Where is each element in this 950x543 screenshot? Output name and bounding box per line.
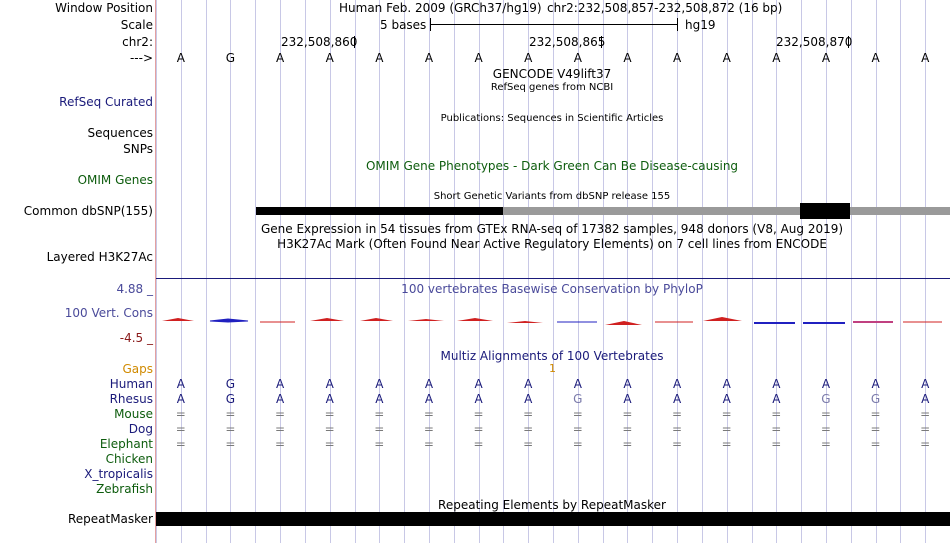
repeatmasker-title: Repeating Elements by RepeatMasker [438,498,666,512]
base-cell: A [672,392,682,406]
base-cell: = [920,422,931,436]
base-cell: A [573,377,582,391]
base-cell: = [721,407,732,421]
base-cell: = [324,422,335,436]
base-cell: = [523,437,534,451]
base-cell: = [622,422,633,436]
base-cell: = [820,407,831,421]
base-cell: = [672,437,683,451]
base-cell: A [375,377,384,391]
refseq-title: RefSeq genes from NCBI [490,82,614,93]
base-cell: = [225,422,236,436]
base-cell: A [275,51,285,65]
ruler-tick-1: 232,508,860 [281,35,358,49]
base-cell: = [870,407,881,421]
base-cell: A [176,377,185,391]
label-zebrafish: Zebrafish [96,482,153,496]
label-dbsnp[interactable]: Common dbSNP(155) [23,204,153,218]
base-cell: = [473,437,484,451]
label-cons-max: 4.88 _ [116,282,153,296]
base-cell: = [275,407,286,421]
base-cell: = [572,422,583,436]
label-xtropicalis: X_tropicalis [84,467,153,481]
gencode-title: GENCODE V49lift37 [492,67,612,81]
label-dog: Dog [128,422,153,436]
scale-db: hg19 [685,18,716,32]
base-cell: A [623,392,632,406]
base-cell: = [870,437,881,451]
conservation-wiggle [162,317,942,325]
label-snps[interactable]: SNPs [123,142,153,156]
base-cell: = [920,437,931,451]
base-cell: = [324,437,335,451]
base-cell: = [721,437,732,451]
base-cell: A [871,377,880,391]
base-cell: A [375,392,384,406]
base-cell: A [375,51,384,65]
base-cell: G [225,392,236,406]
base-cell: = [572,407,583,421]
publications-title: Publications: Sequences in Scientific Articles [440,113,664,124]
h3k27ac-title: H3K27Ac Mark (Often Found Near Active Regulatory Elements) on 7 cell lines from ENCODE [277,237,827,251]
base-cell: A [474,392,483,406]
base-cell: A [623,51,632,65]
base-cell: A [474,377,483,391]
base-cell: G [225,51,236,65]
base-cell: = [324,407,335,421]
position-readout: chr2:232,508,857-232,508,872 (16 bp) [547,1,783,15]
base-cell: = [672,407,683,421]
base-cell: A [424,377,434,391]
base-cell: = [225,437,236,451]
label-cons-min: -4.5 _ [119,331,153,345]
base-cell: = [275,437,286,451]
base-cell: = [820,437,831,451]
label-repeatmasker[interactable]: RepeatMasker [67,512,153,526]
base-cell: A [921,51,930,65]
label-chr: chr2: [122,35,153,49]
base-cell: A [325,51,334,65]
base-cell: = [771,407,782,421]
base-cell: = [374,437,385,451]
base-cell: = [920,407,931,421]
base-cell: A [772,377,781,391]
base-cell: A [275,392,285,406]
label-chicken: Chicken [105,452,153,466]
base-cell: A [672,377,682,391]
label-h3k27ac[interactable]: Layered H3K27Ac [46,250,153,264]
gtex-title: Gene Expression in 54 tissues from GTEx RNA-seq of 17382 samples, 948 donors (V8, Aug 2019) [260,222,844,236]
base-cell: = [275,422,286,436]
ruler-tick-3: 232,508,870 [776,35,853,49]
base-cell: A [325,392,334,406]
base-cell: A [772,51,781,65]
label-mouse: Mouse [114,407,153,421]
base-cell: A [821,51,831,65]
base-cell: A [722,51,731,65]
conservation-title: 100 vertebrates Basewise Conservation by PhyloP [401,282,703,296]
label-cons[interactable]: 100 Vert. Cons [64,306,153,320]
base-cell: A [623,377,632,391]
label-scale: Scale [120,18,153,32]
base-cell: = [771,437,782,451]
base-cell: A [672,51,682,65]
dbsnp-title: Short Genetic Variants from dbSNP release 155 [433,191,671,202]
base-cell: A [921,392,930,406]
base-cell: = [423,437,434,451]
multiz-title: Multiz Alignments of 100 Vertebrates [440,349,664,363]
base-cell: = [572,437,583,451]
base-cell: A [772,392,781,406]
ruler-tick-2: 232,508,865 [529,35,606,49]
base-cell: A [722,392,731,406]
gap-count-marker: 1 [549,362,556,375]
label-rhesus: Rhesus [109,392,153,406]
label-omim[interactable]: OMIM Genes [77,173,153,187]
base-cell: A [176,51,185,65]
base-cell: = [622,437,633,451]
base-cell: = [473,422,484,436]
base-cell: A [871,51,880,65]
base-cell: A [275,377,285,391]
base-cell: = [672,422,683,436]
label-refseq[interactable]: RefSeq Curated [59,95,153,109]
label-gaps[interactable]: Gaps [122,362,153,376]
base-cell: A [573,51,582,65]
base-cell: = [225,407,236,421]
base-cell: = [622,407,633,421]
base-cell: = [820,422,831,436]
base-cell: A [424,51,434,65]
base-cell: = [523,422,534,436]
base-cell: A [524,377,533,391]
base-cell: A [921,377,930,391]
label-elephant: Elephant [99,437,153,451]
base-cell: = [771,422,782,436]
base-cell: = [523,407,534,421]
base-cell: G [821,392,831,406]
base-cell: A [524,392,533,406]
base-cell: = [175,422,186,436]
assembly-title: Human Feb. 2009 (GRCh37/hg19) [339,1,542,15]
base-cell: = [374,407,385,421]
base-cell: = [473,407,484,421]
scale-text: 5 bases [380,18,427,32]
base-cell: A [325,377,334,391]
base-cell: = [175,437,186,451]
label-sequences[interactable]: Sequences [87,126,153,140]
base-cell: = [870,422,881,436]
label-human: Human [109,377,153,391]
scale-bar [430,18,678,31]
base-cell: A [524,51,533,65]
base-cell: = [374,422,385,436]
base-cell: = [175,407,186,421]
base-cell: G [573,392,583,406]
base-cell: = [423,422,434,436]
base-cell: A [176,392,185,406]
base-cell: G [870,392,881,406]
base-cell: A [424,392,434,406]
base-cell: = [423,407,434,421]
ruler-tick-marks [355,36,849,48]
label-window-position: Window Position [55,1,153,15]
base-cell: G [225,377,236,391]
omim-title: OMIM Gene Phenotypes - Dark Green Can Be Disease-causing [365,159,739,173]
label-strand: ---> [129,51,153,65]
base-cell: A [474,51,483,65]
base-cell: A [821,377,831,391]
base-cell: = [721,422,732,436]
base-cell: A [722,377,731,391]
